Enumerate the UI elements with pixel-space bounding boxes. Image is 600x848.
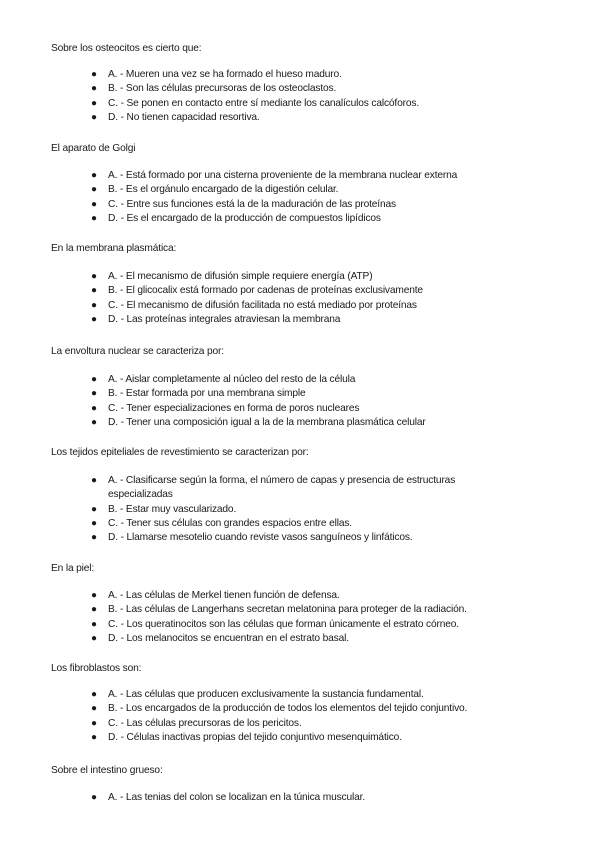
option-item (0, 284, 600, 298)
option-item (0, 603, 600, 617)
option-item (0, 111, 600, 125)
option-item (0, 270, 600, 284)
bullet-icon: ● (91, 388, 97, 400)
option-text: B. - El glicocalix está formado por cadenas de proteínas exclusivamente (108, 285, 423, 297)
bullet-icon: ● (91, 313, 97, 325)
bullet-icon: ● (91, 83, 97, 95)
bullet-icon: ● (91, 184, 97, 196)
option-item (0, 474, 600, 503)
option-text: A. - Mueren una vez se ha formado el hueso maduro. (108, 69, 342, 80)
option-text: D. - Llamarse mesotelio cuando reviste vasos sanguíneos y linfáticos. (108, 532, 413, 544)
bullet-icon: ● (91, 731, 97, 743)
bullet-icon: ● (91, 416, 97, 428)
option-item (0, 198, 600, 212)
options-list (0, 373, 600, 430)
option-item (0, 717, 600, 731)
question-text: La envoltura nuclear se caracteriza por: (51, 346, 224, 357)
option-item (0, 169, 600, 183)
option-text: B. - Es el orgánulo encargado de la digestión celular. (108, 184, 339, 196)
option-text: D. - Las proteínas integrales atraviesan la membrana (108, 313, 341, 325)
option-text: D. - Es el encargado de la producción de compuestos lipídicos (108, 212, 381, 224)
question-text: En la piel: (51, 563, 95, 574)
option-text: B. - Son las células precursoras de los osteoclastos. (108, 83, 337, 95)
option-text: D. - Los melanocitos se encuentran en el estrato basal. (108, 632, 349, 644)
bullet-icon: ● (91, 703, 97, 715)
option-item (0, 373, 600, 387)
option-item (0, 416, 600, 430)
bullet-icon: ● (91, 532, 97, 544)
bullet-icon: ● (91, 632, 97, 644)
option-item (0, 387, 600, 401)
option-item (0, 68, 600, 82)
bullet-icon: ● (91, 604, 97, 616)
option-text: C. - Tener sus células con grandes espacios entre ellas. (108, 517, 352, 529)
options-list (0, 270, 600, 327)
bullet-icon: ● (91, 111, 97, 123)
option-text: C. - Las células precursoras de los pericitos. (108, 717, 302, 729)
bullet-icon: ● (91, 590, 97, 601)
bullet-icon: ● (91, 792, 97, 803)
bullet-icon: ● (91, 97, 97, 109)
option-item (0, 702, 600, 716)
options-list (0, 791, 600, 805)
option-item (0, 589, 600, 603)
option-item (0, 82, 600, 96)
question-text: Los fibroblastos son: (51, 663, 142, 674)
option-text: B. - Las células de Langerhans secretan melatonina para proteger de la radiación. (108, 604, 467, 616)
option-item (0, 97, 600, 111)
bullet-icon: ● (91, 689, 97, 700)
options-list (0, 68, 600, 125)
option-item (0, 299, 600, 313)
option-item (0, 183, 600, 197)
option-text: C. - Se ponen en contacto entre sí mediante los canalículos calcóforos. (108, 97, 420, 109)
option-text: B. - Estar formada por una membrana simple (108, 388, 306, 400)
option-text: D. - Células inactivas propias del tejido conjuntivo mesenquimático. (108, 731, 402, 743)
option-text: A. - Las células de Merkel tienen función de defensa. (108, 590, 340, 601)
option-text: B. - Estar muy vascularizado. (108, 503, 237, 515)
question-text: Los tejidos epiteliales de revestimiento se caracterizan por: (51, 447, 309, 458)
options-list (0, 169, 600, 226)
option-item (0, 531, 600, 545)
option-item (0, 503, 600, 517)
option-text: B. - Los encargados de la producción de todos los elementos del tejido conjuntivo. (108, 703, 468, 715)
option-text: A. - El mecanismo de difusión simple requiere energía (ATP) (108, 271, 373, 282)
question-text: Sobre el intestino grueso: (51, 765, 163, 776)
bullet-icon: ● (91, 299, 97, 311)
options-list (0, 688, 600, 745)
option-item (0, 212, 600, 226)
option-item (0, 618, 600, 632)
option-item (0, 517, 600, 531)
option-text: C. - El mecanismo de difusión facilitada no está mediado por proteínas (108, 299, 417, 311)
option-item (0, 313, 600, 327)
bullet-icon: ● (91, 402, 97, 414)
bullet-icon: ● (91, 170, 97, 181)
option-item (0, 688, 600, 702)
bullet-icon: ● (91, 69, 97, 80)
option-item (0, 731, 600, 745)
option-text: A. - Clasificarse según la forma, el número de capas y presencia de estructuras especializadas (108, 475, 456, 501)
bullet-icon: ● (91, 285, 97, 297)
bullet-icon: ● (91, 212, 97, 224)
option-text: C. - Tener especializaciones en forma de poros nucleares (108, 402, 360, 414)
bullet-icon: ● (91, 717, 97, 729)
question-text: Sobre los osteocitos es cierto que: (51, 43, 202, 54)
option-text: A. - Las células que producen exclusivamente la sustancia fundamental. (108, 689, 424, 700)
option-text: A. - Las tenias del colon se localizan en la túnica muscular. (108, 792, 366, 803)
bullet-icon: ● (91, 475, 97, 486)
bullet-icon: ● (91, 198, 97, 210)
bullet-icon: ● (91, 618, 97, 630)
bullet-icon: ● (91, 271, 97, 282)
option-item (0, 632, 600, 646)
bullet-icon: ● (91, 503, 97, 515)
question-text: El aparato de Golgi (51, 143, 136, 154)
option-text: A. - Está formado por una cisterna proveniente de la membrana nuclear externa (108, 170, 458, 181)
options-list (0, 589, 600, 646)
option-item (0, 402, 600, 416)
option-text: D. - Tener una composición igual a la de la membrana plasmática celular (108, 416, 426, 428)
option-text: C. - Entre sus funciones está la de la maduración de las proteínas (108, 198, 396, 210)
bullet-icon: ● (91, 374, 97, 385)
question-text: En la membrana plasmática: (51, 243, 177, 254)
option-text: C. - Los queratinocitos son las células que forman únicamente el estrato córneo. (108, 618, 459, 630)
option-text: A. - Aislar completamente al núcleo del resto de la célula (108, 374, 356, 385)
bullet-icon: ● (91, 517, 97, 529)
option-text: D. - No tienen capacidad resortiva. (108, 111, 260, 123)
option-item (0, 791, 600, 805)
options-list (0, 474, 600, 545)
